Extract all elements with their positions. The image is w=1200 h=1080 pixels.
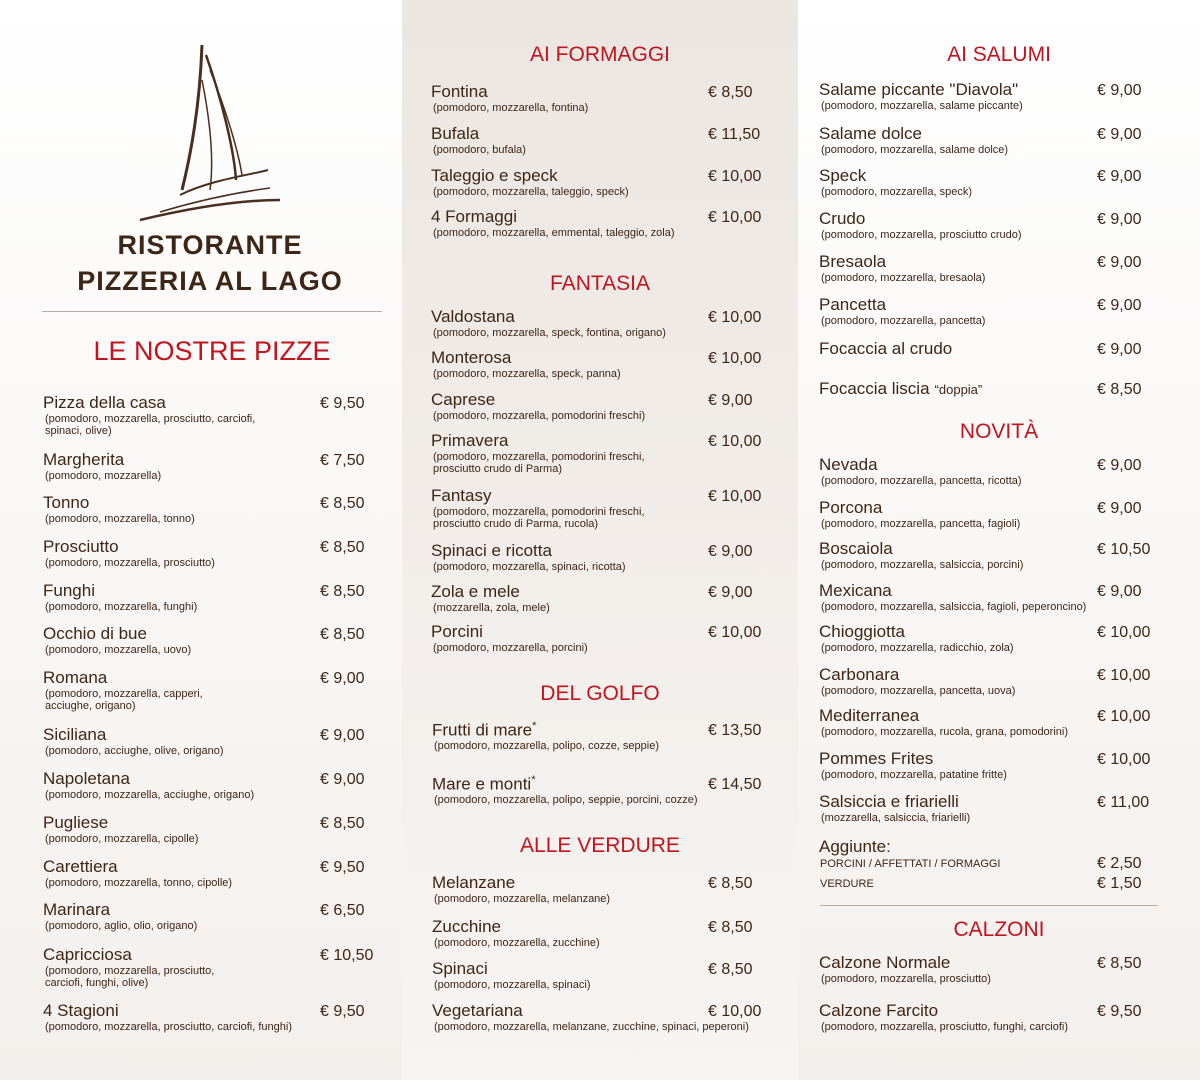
- item-description: [433, 186, 629, 198]
- item-name: [819, 953, 950, 973]
- item-description: [821, 601, 1086, 613]
- item-name-text: Pugliese: [43, 813, 109, 832]
- item-name-text: Pancetta: [819, 295, 887, 314]
- item-name: [819, 665, 899, 685]
- item-name-text: Caprese: [431, 390, 496, 409]
- item-price: € 8,50: [708, 961, 753, 978]
- item-price: € 10,00: [1097, 624, 1151, 641]
- item-description: [433, 327, 666, 339]
- item-name-text: 4 Formaggi: [431, 207, 517, 226]
- item-name-text: Taleggio e speck: [431, 166, 558, 185]
- item-name: [819, 124, 922, 144]
- divider-calzoni: [820, 905, 1158, 906]
- item-description-line: (pomodoro, mozzarella, fontina): [433, 102, 589, 114]
- item-name-text: Marinara: [43, 900, 111, 919]
- item-description: [821, 272, 985, 284]
- item-price: € 6,50: [320, 902, 365, 919]
- item-name: [819, 209, 865, 229]
- item-description-line: (pomodoro, mozzarella, pomodorini freschi): [433, 410, 646, 422]
- item-name: [819, 539, 893, 559]
- item-name: [431, 431, 508, 451]
- item-price: € 9,00: [320, 771, 365, 788]
- item-name-text: Spinaci: [432, 959, 488, 978]
- aggiunte-price-2: € 1,50: [1097, 875, 1142, 892]
- item-mark: *: [532, 720, 537, 732]
- item-description-line: (pomodoro, mozzarella, tonno): [45, 513, 195, 525]
- item-name-text: Prosciutto: [43, 537, 119, 556]
- item-price: € 10,00: [1097, 708, 1151, 725]
- item-name-text: Salsiccia e friarielli: [819, 792, 959, 811]
- item-description-line: (pomodoro, mozzarella, capperi,: [45, 688, 203, 700]
- item-name-text: Calzone Farcito: [819, 1001, 939, 1020]
- item-description: [434, 893, 610, 905]
- item-description-line: (pomodoro, mozzarella, pancetta): [821, 315, 986, 327]
- item-description: [433, 368, 621, 380]
- item-price: € 10,00: [1097, 667, 1151, 684]
- item-name: [432, 959, 488, 979]
- brand-line1: RISTORANTE: [117, 230, 303, 260]
- item-description: [821, 100, 1023, 112]
- item-name: [43, 581, 95, 601]
- item-description-line: (pomodoro, mozzarella, salsiccia, porcini): [821, 559, 1024, 571]
- item-name-text: Crudo: [819, 209, 866, 228]
- item-description: [45, 789, 254, 801]
- divider: [42, 311, 382, 312]
- item-name: [43, 537, 119, 557]
- item-description-line: (pomodoro, mozzarella, zucchine): [434, 937, 600, 949]
- item-description-line: (pomodoro, aglio, olio, origano): [45, 920, 198, 932]
- item-name: [431, 124, 479, 144]
- item-price: € 9,00: [320, 670, 365, 687]
- item-description-line: (pomodoro, mozzarella, cipolle): [45, 833, 199, 845]
- item-description-line: carciofi, funghi, olive): [45, 977, 149, 989]
- item-price: € 9,00: [1097, 254, 1142, 271]
- item-description-line: (pomodoro, mozzarella, pomodorini freschi,: [433, 506, 645, 518]
- aggiunte-title: Aggiunte:: [819, 837, 891, 856]
- item-description: [821, 144, 1008, 156]
- item-description-line: (pomodoro, mozzarella, taleggio, speck): [433, 186, 629, 198]
- item-name: [431, 166, 558, 186]
- item-name: [431, 541, 552, 561]
- section-ai-salumi: AI SALUMI: [947, 43, 1051, 66]
- item-description: [433, 506, 645, 530]
- item-description: [433, 227, 675, 239]
- item-description: [45, 965, 214, 989]
- item-name-text: Margherita: [43, 450, 125, 469]
- item-description: [433, 561, 626, 573]
- item-description: [45, 877, 232, 889]
- item-name: [43, 450, 124, 470]
- item-name-text: Occhio di bue: [43, 624, 147, 643]
- item-name-text: Mare e monti: [432, 774, 532, 794]
- item-description-line: (pomodoro, mozzarella, salame dolce): [821, 144, 1009, 156]
- item-name: [819, 339, 952, 359]
- item-price: € 9,00: [1097, 168, 1142, 185]
- item-description-line: (pomodoro, mozzarella, acciughe, origano): [45, 789, 255, 801]
- item-name-text: Focaccia liscia: [819, 379, 930, 398]
- item-name-text: Zola e mele: [431, 582, 520, 601]
- item-description: [45, 513, 195, 525]
- item-name-text: Porcona: [819, 498, 883, 517]
- item-description-line: spinaci, olive): [45, 425, 112, 437]
- item-description-line: (pomodoro, mozzarella, porcini): [433, 642, 588, 654]
- item-price: € 11,50: [708, 126, 761, 143]
- item-description: [45, 601, 197, 613]
- item-description-line: (pomodoro, mozzarella, melanzane, zucchine, spinaci, peperoni): [434, 1021, 749, 1033]
- item-mark: *: [531, 774, 536, 786]
- item-price: € 8,50: [1097, 955, 1142, 972]
- item-name-text: Fantasy: [431, 486, 492, 505]
- item-price: € 9,50: [320, 859, 365, 876]
- item-price: € 9,00: [1097, 500, 1142, 517]
- item-name: [43, 393, 166, 413]
- item-description-line: (pomodoro, mozzarella, polipo, cozze, seppie): [434, 740, 660, 752]
- item-name: [431, 307, 515, 327]
- item-name: [432, 873, 515, 893]
- item-name-text: 4 Stagioni: [43, 1001, 119, 1020]
- item-description: [433, 410, 645, 422]
- item-price: € 9,00: [1097, 82, 1142, 99]
- item-name: [43, 624, 147, 644]
- item-price: € 7,50: [320, 452, 365, 469]
- item-description: [434, 979, 591, 991]
- item-name: [431, 390, 495, 410]
- item-description-line: (pomodoro, mozzarella, speck): [821, 186, 973, 198]
- item-price: € 9,00: [708, 392, 753, 409]
- item-price: € 10,00: [708, 488, 762, 505]
- item-price: € 10,50: [1097, 541, 1151, 558]
- item-price: € 9,50: [1097, 1003, 1142, 1020]
- item-description-line: (pomodoro, mozzarella): [45, 470, 162, 482]
- item-description-line: (pomodoro, mozzarella, prosciutto,: [45, 965, 215, 977]
- item-name-text: Primavera: [431, 431, 509, 450]
- item-price: € 9,00: [708, 543, 753, 560]
- item-name: [431, 622, 483, 642]
- item-description: [821, 769, 1007, 781]
- item-name-text: Zucchine: [432, 917, 501, 936]
- item-description-line: (pomodoro, mozzarella, prosciutto, carciofi,: [45, 413, 256, 425]
- item-price: € 9,00: [708, 584, 753, 601]
- item-description: [821, 518, 1020, 530]
- item-description-line: (pomodoro, mozzarella, prosciutto, carciofi, funghi): [45, 1021, 292, 1033]
- item-name: [43, 813, 108, 833]
- item-name: [819, 622, 905, 642]
- item-description-line: (pomodoro, mozzarella, pancetta, ricotta): [821, 475, 1022, 487]
- aggiunte-label-2: VERDURE: [820, 878, 874, 890]
- item-description: [45, 470, 161, 482]
- item-name-text: Salame dolce: [819, 124, 923, 143]
- item-description: [821, 812, 970, 824]
- item-price: € 8,50: [708, 84, 753, 101]
- item-price: € 10,00: [1097, 751, 1151, 768]
- item-name-text: Napoletana: [43, 769, 130, 788]
- item-description-line: (pomodoro, mozzarella, speck, panna): [433, 368, 621, 380]
- item-name-text: Salame piccante "Diavola": [819, 80, 1019, 99]
- item-name: [43, 668, 107, 688]
- item-description-line: (pomodoro, mozzarella, funghi): [45, 601, 198, 613]
- item-name-text: Calzone Normale: [819, 953, 951, 972]
- item-description: [433, 102, 588, 114]
- item-description-line: (pomodoro, mozzarella, salame piccante): [821, 100, 1023, 112]
- item-description-line: (pomodoro, mozzarella, prosciutto): [45, 557, 215, 569]
- item-price: € 9,00: [1097, 457, 1142, 474]
- item-description-line: (pomodoro, mozzarella, emmental, taleggio, zola): [433, 227, 675, 239]
- item-name: [43, 1001, 119, 1021]
- item-description: [821, 315, 985, 327]
- aggiunte-price-1: € 2,50: [1097, 855, 1142, 872]
- section-novita: NOVITÀ: [959, 420, 1039, 443]
- item-description: [45, 557, 215, 569]
- item-description: [821, 186, 972, 198]
- item-price: € 8,50: [320, 626, 365, 643]
- section-calzoni: CALZONI: [953, 918, 1045, 941]
- item-name-text: Pommes Frites: [819, 749, 934, 768]
- item-description: [433, 144, 526, 156]
- item-price: € 9,00: [1097, 211, 1142, 228]
- item-price: € 11,00: [1097, 794, 1150, 811]
- item-name: [43, 493, 89, 513]
- item-name: [43, 769, 130, 789]
- item-price: € 14,50: [708, 776, 762, 793]
- item-name-text: Fontina: [431, 82, 488, 101]
- item-name-text: Porcini: [431, 622, 483, 641]
- item-description-line: (pomodoro, mozzarella, patatine fritte): [821, 769, 1007, 781]
- item-description: [434, 1021, 749, 1033]
- item-description: [821, 973, 991, 985]
- section-del-golfo: DEL GOLFO: [540, 682, 660, 705]
- item-description-line: (pomodoro, mozzarella, speck, fontina, origano): [433, 327, 666, 339]
- item-description: [45, 920, 197, 932]
- item-description: [821, 642, 1014, 654]
- item-description-line: (mozzarella, salsiccia, friarielli): [821, 812, 971, 824]
- item-price: € 13,50: [708, 722, 762, 739]
- item-name-text: Carettiera: [43, 857, 118, 876]
- item-price: € 9,00: [1097, 126, 1142, 143]
- item-price: € 8,50: [708, 919, 753, 936]
- item-description-line: (pomodoro, mozzarella, melanzane): [434, 893, 611, 905]
- item-name-text: Frutti di mare: [432, 720, 533, 740]
- item-description-line: (pomodoro, mozzarella, salsiccia, fagioli, peperoncino): [821, 601, 1087, 613]
- aggiunte-label-1: PORCINI / AFFETTATI / FORMAGGI: [820, 858, 1001, 870]
- item-description-line: (pomodoro, mozzarella, pancetta, fagioli): [821, 518, 1021, 530]
- item-name: [43, 900, 110, 920]
- item-name-text: Valdostana: [431, 307, 515, 326]
- item-price: € 10,50: [320, 947, 374, 964]
- item-description: [45, 745, 224, 757]
- item-description-line: (pomodoro, mozzarella, tonno, cipolle): [45, 877, 233, 889]
- item-name-text: Focaccia al crudo: [819, 339, 953, 358]
- item-name: [819, 749, 933, 769]
- item-description-line: (pomodoro, mozzarella, pancetta, uova): [821, 685, 1016, 697]
- item-description: [433, 451, 645, 475]
- item-price: € 8,50: [320, 539, 365, 556]
- item-description: [433, 642, 588, 654]
- item-description: [45, 413, 255, 437]
- item-price: € 8,50: [708, 875, 753, 892]
- item-name-text: Mediterranea: [819, 706, 920, 725]
- item-description-line: (mozzarella, zola, mele): [433, 602, 550, 614]
- item-price: € 8,50: [1097, 381, 1142, 398]
- section-ai-formaggi: AI FORMAGGI: [529, 43, 670, 66]
- item-description: [821, 475, 1022, 487]
- item-description: [45, 833, 198, 845]
- item-description: [821, 1021, 1068, 1033]
- item-description: [434, 794, 698, 806]
- item-price: € 10,00: [708, 309, 762, 326]
- item-price: € 9,00: [1097, 583, 1142, 600]
- item-name-text: Chioggiotta: [819, 622, 906, 641]
- item-name-text: Melanzane: [432, 873, 516, 892]
- item-name: [43, 857, 118, 877]
- item-name-text: Monterosa: [431, 348, 512, 367]
- item-description: [45, 688, 203, 712]
- item-description-line: (pomodoro, mozzarella, rucola, grana, pomodorini): [821, 726, 1069, 738]
- item-description: [821, 726, 1068, 738]
- item-name: [819, 166, 866, 186]
- item-description-line: prosciutto crudo di Parma): [433, 463, 562, 475]
- item-name-text: Funghi: [43, 581, 95, 600]
- item-price: € 9,00: [320, 727, 365, 744]
- item-name: [432, 720, 536, 741]
- item-price: € 9,50: [320, 395, 365, 412]
- item-description-line: (pomodoro, mozzarella, spinaci): [434, 979, 591, 991]
- item-name: [819, 706, 919, 726]
- item-description-line: (pomodoro, bufala): [433, 144, 526, 156]
- item-price: € 9,00: [1097, 297, 1142, 314]
- item-name: [43, 725, 106, 745]
- item-name-text: Capricciosa: [43, 945, 132, 964]
- item-price: € 9,00: [1097, 341, 1142, 358]
- item-price: € 10,00: [708, 624, 762, 641]
- item-description-line: (pomodoro, acciughe, olive, origano): [45, 745, 224, 757]
- item-name: [431, 582, 520, 602]
- item-name: [819, 295, 886, 315]
- section-alle-verdure: ALLE VERDURE: [520, 834, 680, 857]
- item-description-line: (pomodoro, mozzarella, prosciutto): [821, 973, 991, 985]
- item-name: [819, 252, 886, 272]
- item-description: [821, 559, 1023, 571]
- item-name-text: Vegetariana: [432, 1001, 523, 1020]
- item-name: [432, 917, 501, 937]
- item-description-line: (pomodoro, mozzarella, polipo, seppie, porcini, cozze): [434, 794, 698, 806]
- item-name-text: Romana: [43, 668, 108, 687]
- item-description: [433, 602, 550, 614]
- item-name-text: Bufala: [431, 124, 480, 143]
- item-description-line: (pomodoro, mozzarella, bresaola): [821, 272, 986, 284]
- item-price: € 10,00: [708, 1003, 762, 1020]
- item-description: [434, 937, 600, 949]
- item-description-line: (pomodoro, mozzarella, uovo): [45, 644, 192, 656]
- item-note: “doppia”: [934, 382, 983, 397]
- item-name: [431, 348, 511, 368]
- item-name-text: Nevada: [819, 455, 878, 474]
- item-name: [819, 455, 878, 475]
- item-name-text: Bresaola: [819, 252, 887, 271]
- item-name: [819, 1001, 938, 1021]
- item-name-text: Boscaiola: [819, 539, 893, 558]
- item-name: [819, 792, 959, 812]
- item-name: [819, 581, 892, 601]
- item-price: € 8,50: [320, 495, 365, 512]
- item-price: € 10,00: [708, 350, 762, 367]
- item-description-line: (pomodoro, mozzarella, radicchio, zola): [821, 642, 1014, 654]
- item-name-text: Siciliana: [43, 725, 107, 744]
- item-name: [432, 1001, 523, 1021]
- item-description: [45, 644, 191, 656]
- item-name: [431, 486, 491, 506]
- section-fantasia: FANTASIA: [550, 272, 650, 295]
- item-name: [819, 80, 1018, 100]
- item-price: € 8,50: [320, 815, 365, 832]
- item-name: [43, 945, 132, 965]
- item-description-line: (pomodoro, mozzarella, spinaci, ricotta): [433, 561, 626, 573]
- item-name-text: Spinaci e ricotta: [431, 541, 552, 560]
- item-name: [432, 774, 535, 795]
- item-name: [819, 379, 982, 399]
- item-name-text: Pizza della casa: [43, 393, 166, 412]
- item-price: € 9,50: [320, 1003, 365, 1020]
- item-description-line: (pomodoro, mozzarella, pomodorini freschi,: [433, 451, 645, 463]
- item-description: [821, 229, 1022, 241]
- item-name: [431, 207, 517, 227]
- item-price: € 10,00: [708, 209, 762, 226]
- item-name-text: Speck: [819, 166, 867, 185]
- item-price: € 10,00: [708, 168, 762, 185]
- item-description-line: (pomodoro, mozzarella, prosciutto crudo): [821, 229, 1022, 241]
- item-name: [819, 498, 882, 518]
- item-name-text: Carbonara: [819, 665, 900, 684]
- item-description: [821, 685, 1015, 697]
- item-description-line: prosciutto crudo di Parma, rucola): [433, 518, 599, 530]
- item-price: € 8,50: [320, 583, 365, 600]
- section-nostre-pizze: LE NOSTRE PIZZE: [93, 336, 331, 366]
- item-description: [434, 740, 659, 752]
- item-description: [45, 1021, 292, 1033]
- item-name-text: Mexicana: [819, 581, 892, 600]
- item-name-text: Tonno: [43, 493, 90, 512]
- item-name: [431, 82, 488, 102]
- item-description-line: acciughe, origano): [45, 700, 136, 712]
- brand-line2: PIZZERIA AL LAGO: [77, 266, 343, 296]
- item-price: € 10,00: [708, 433, 762, 450]
- sailboat-logo-icon: [130, 40, 290, 225]
- item-description-line: (pomodoro, mozzarella, prosciutto, funghi, carciofi): [821, 1021, 1068, 1033]
